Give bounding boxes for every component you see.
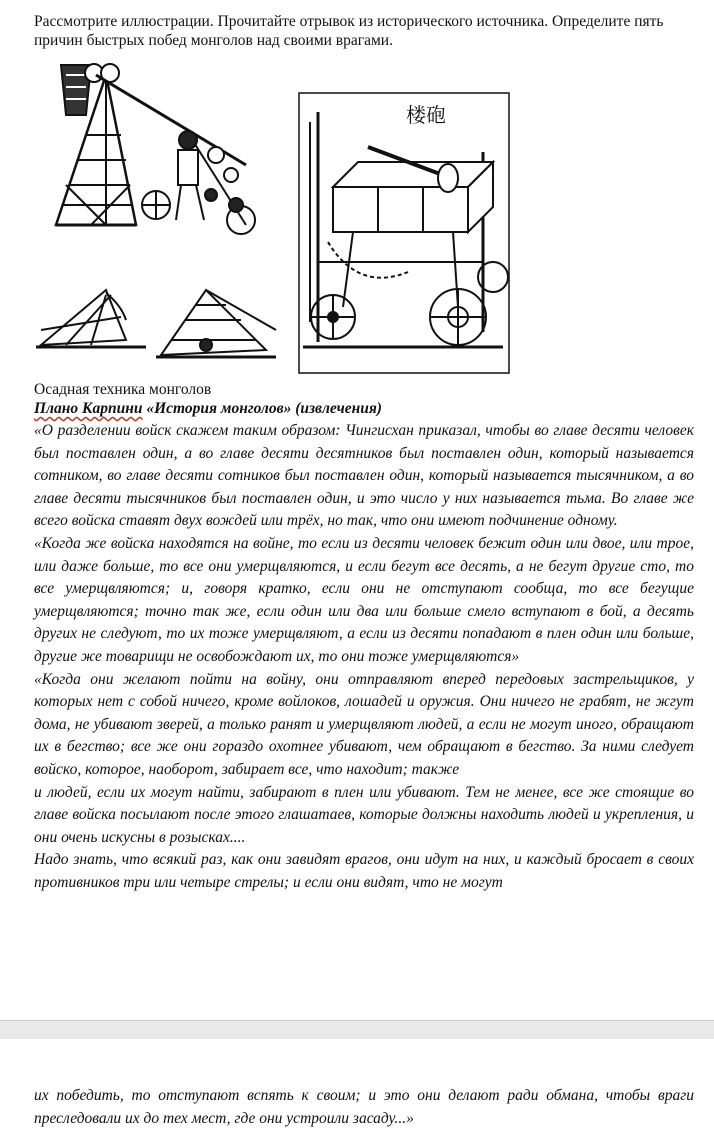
- paragraph: «О разделении войск скажем таким образом: Чингисхан приказал, чтобы во главе десяти человек был поставлен один, а во главе десяти десятников был поставлен один, который называется сотником, во главе десяти сотников был поставлен один, который называется тысячником, а во главе десяти тысячников был поставлен один, и это число у них называется тьма. Во главе же всего войска ставят двух вождей или трёх, но так, что они имеют подчинение одному.: [34, 422, 694, 530]
- cannon-cart-illustration: [298, 92, 510, 374]
- trebuchet-illustration: [36, 55, 286, 375]
- page-break: [0, 1020, 714, 1040]
- paragraph: «Когда они желают пойти на войну, они отправляют вперед передовых застрельщиков, у которых нет с собой ничего, кроме войлоков, лошадей и оружия. Они ничего не грабят, не жгут дома, не убивают зверей, а только ранят и умерщвляют людей, а если не могут иного, обращают их в бегство; все же они гораздо охотнее убивают, чем обращают в бегство. За ними следует войско, которое, наоборот, забирает все, что находит; также: [34, 670, 694, 778]
- figure-chinese-label: 楼砲: [406, 105, 446, 127]
- source-author: Плано Карпини: [34, 400, 143, 417]
- source-work-title: «История монголов» (извлечения): [142, 400, 382, 417]
- excerpt-continuation: их победить, то отступают вспять к своим; и это они делают ради обмана, чтобы враги преследовали их до тех мест, где они устроили засаду...»: [34, 1087, 694, 1127]
- task-instructions: Рассмотрите иллюстрации. Прочитайте отрывок из исторического источника. Определите пять причин быстрых побед монголов над своими врагами.: [34, 13, 664, 49]
- source-title: [34, 400, 382, 418]
- paragraph: «Когда же войска находятся на войне, то если из десяти человек бежит один или двое, или трое, или даже больше, то все они умерщвляются, и если бегут все десять, а не бегут другие сто, то все умерщвляются; и, говоря кратко, если они не отступают сообща, то все бегущие умерщвляются; точно так же, если один или два или больше смело вступают в бой, а десять других не следуют, то их тоже умерщвляют, а если из десяти попадают в плен один или больше, другие же товарищи не освобождают их, то они тоже умерщвляются»: [34, 534, 694, 665]
- paragraph: Надо знать, что всякий раз, как они завидят врагов, они идут на них, и каждый бросает в своих противников три или четыре стрелы; и если они видят, что не могут: [34, 851, 694, 891]
- paragraph: и людей, если их могут найти, забирают в плен или убивают. Тем не менее, все же стоящие во главе войска посылают после этого глашатаев, которые должны находить людей и укрепления, и они очень искусны в розысках....: [34, 783, 694, 846]
- figure-caption: Осадная техника монголов: [34, 381, 212, 398]
- source-excerpt: [34, 420, 694, 894]
